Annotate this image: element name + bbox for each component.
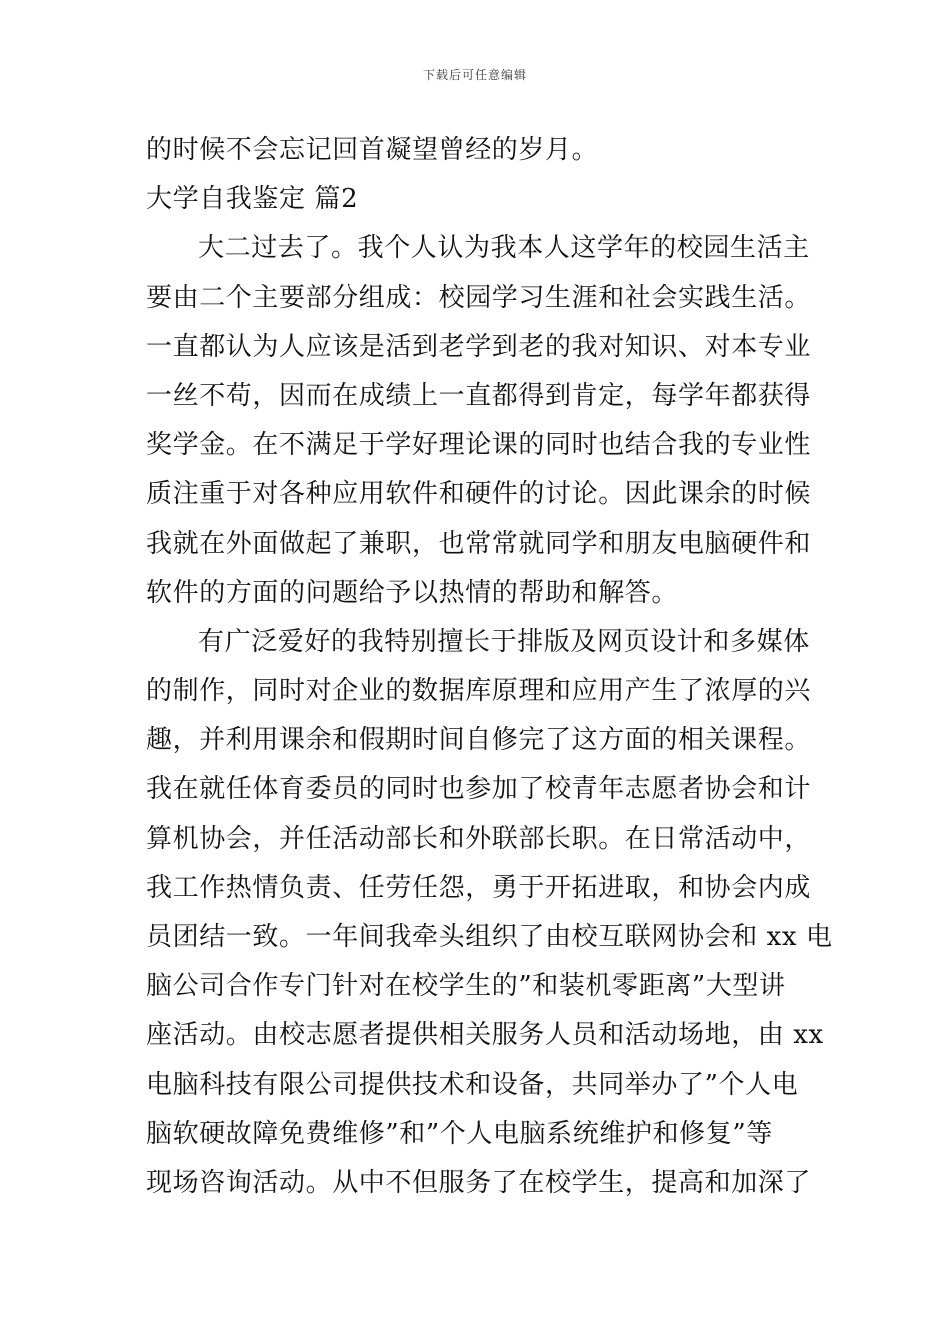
- paragraph-line: 员团结一致。一年间我牵头组织了由校互联网协会和 xx 电: [146, 922, 833, 952]
- paragraph-line: 的制作，同时对企业的数据库原理和应用产生了浓厚的兴: [146, 676, 812, 707]
- paragraph-2: [146, 618, 833, 1208]
- paragraph-line: 脑公司合作专门针对在校学生的”和装机零距离”大型讲: [146, 971, 786, 1002]
- paragraph-line: 座活动。由校志愿者提供相关服务人员和活动场地，由 xx: [146, 1020, 824, 1051]
- paragraph-line: 一直都认为人应该是活到老学到老的我对知识、对本专业: [146, 331, 812, 362]
- paragraph-line: 大二过去了。我个人认为我本人这学年的校园生活主: [198, 233, 810, 264]
- paragraph-line: 趣，并利用课余和假期时间自修完了这方面的相关课程。: [146, 725, 812, 756]
- paragraph-1: [146, 224, 810, 618]
- paragraph-line: 我在就任体育委员的同时也参加了校青年志愿者协会和计: [146, 774, 812, 805]
- paragraph-line: 脑软硬故障免费维修”和”个人电脑系统维护和修复”等: [146, 1118, 773, 1149]
- paragraph-line: 算机协会，并任活动部长和外联部长职。在日常活动中，: [146, 823, 812, 854]
- document-body: [146, 126, 833, 1208]
- paragraph-line: 我工作热情负责、任劳任怨，勇于开拓进取，和协会内成: [146, 872, 812, 903]
- paragraph-line: 有广泛爱好的我特别擅长于排版及网页设计和多媒体: [198, 626, 810, 657]
- continuation-line: 的时候不会忘记回首凝望曾经的岁月。: [146, 135, 599, 165]
- paragraph-line: 质注重于对各种应用软件和硬件的讨论。因此课余的时候: [146, 479, 812, 510]
- paragraph-line: 要由二个主要部分组成：校园学习生涯和社会实践生活。: [146, 282, 812, 313]
- paragraph-line: 软件的方面的问题给予以热情的帮助和解答。: [146, 577, 679, 608]
- paragraph-line: 电脑科技有限公司提供技术和设备，共同举办了”个人电: [146, 1069, 799, 1100]
- section-title: 大学自我鉴定 篇2: [146, 184, 359, 215]
- paragraph-line: 我就在外面做起了兼职，也常常就同学和朋友电脑硬件和: [146, 528, 812, 559]
- paragraph-line: 奖学金。在不满足于学好理论课的同时也结合我的专业性: [146, 430, 812, 461]
- paragraph-line: 一丝不苟，因而在成绩上一直都得到肯定，每学年都获得: [146, 380, 812, 411]
- paragraph-line: 现场咨询活动。从中不但服务了在校学生，提高和加深了: [146, 1167, 812, 1198]
- page-header: 下载后可任意编辑: [422, 68, 527, 82]
